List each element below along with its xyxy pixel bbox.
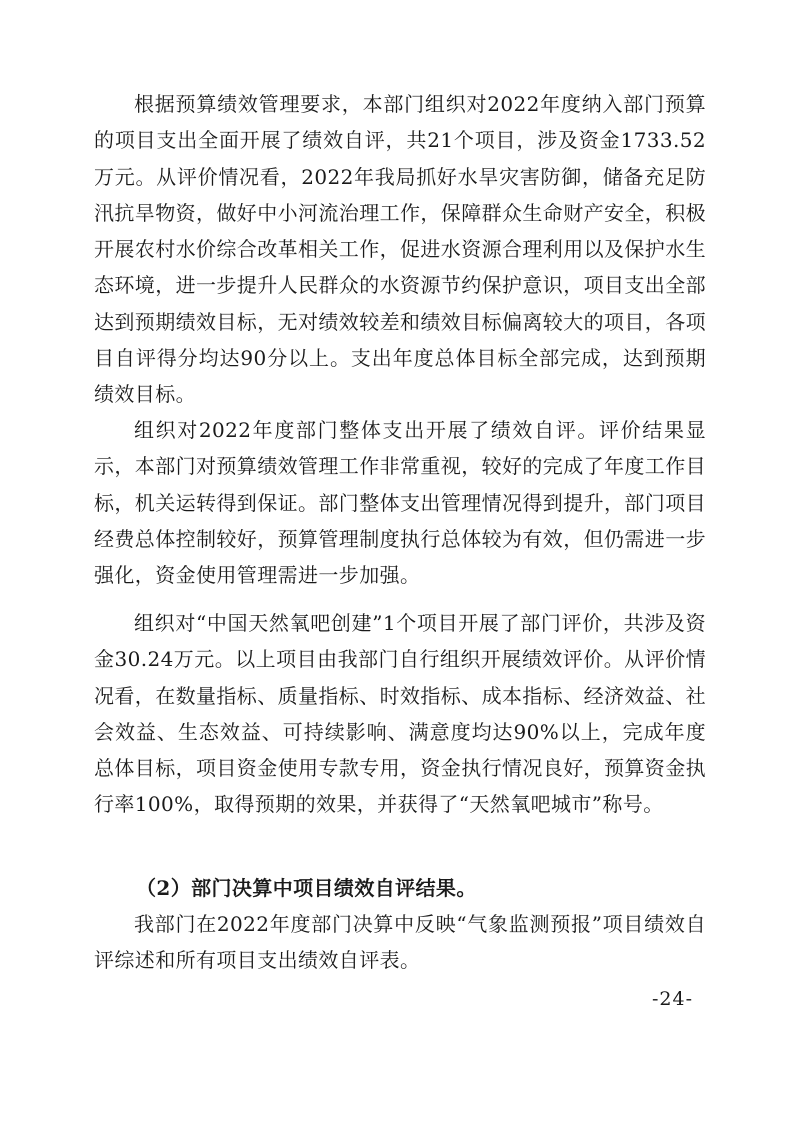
section-heading: （2）部门决算中项目绩效自评结果。 [136, 876, 477, 900]
page-number: -24- [651, 988, 693, 1010]
paragraph-final-accounts: 我部门在2022年度部门决算中反映“气象监测预报”项目绩效自评综述和所有项目支出绩效自评表。 [94, 912, 706, 973]
paragraph-project-self-evaluation: 根据预算绩效管理要求，本部门组织对2022年度纳入部门预算的项目支出全面开展了绩效自评，共21个项目，涉及资金1733.52万元。从评价情况看，2022年我局抓好水旱灾害防御，储备充足防汛抗旱物资，做好中小河流治理工作，保障群众生命财产安全，积极开展农村水价综合改革相关工作，促进水资源合理利用以及保护水生态环境，进一步提升人民群众的水资源节约保护意识，项目支出全部达到预期绩效目标，无对绩效较差和绩效目标偏离较大的项目，各项目自评得分均达90分以上。支出年度总体目标全部完成，达到预期绩效目标。 [94, 92, 706, 407]
paragraph-oxygen-bar-project-evaluation: 组织对“中国天然氧吧创建”1个项目开展了部门评价，共涉及资金30.24万元。以上项目由我部门自行组织开展绩效评价。从评价情况看，在数量指标、质量指标、时效指标、成本指标、经济效益、社会效益、生态效益、可持续影响、满意度均达90%以上，完成年度总体目标，项目资金使用专款专用，资金执行情况良好，预算资金执行率100%，取得预期的效果，并获得了“天然氧吧城市”称号。 [94, 611, 706, 817]
paragraph-overall-expenditure-evaluation: 组织对2022年度部门整体支出开展了绩效自评。评价结果显示，本部门对预算绩效管理工作非常重视，较好的完成了年度工作目标，机关运转得到保证。部门整体支出管理情况得到提升，部门项目经费总体控制较好，预算管理制度执行总体较为有效，但仍需进一步强化，资金使用管理需进一步加强。 [94, 418, 706, 588]
